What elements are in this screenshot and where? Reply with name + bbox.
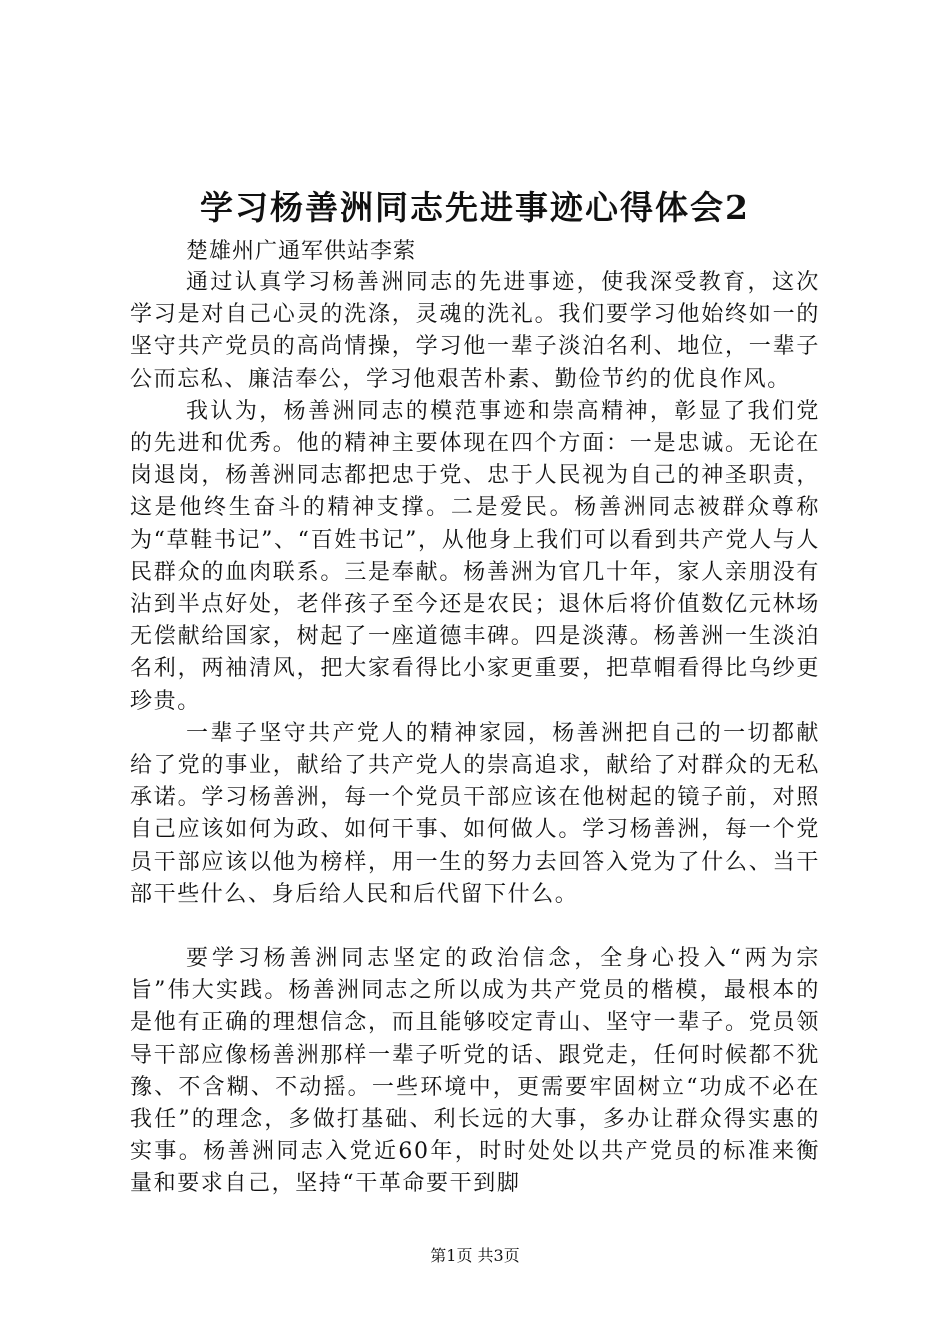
paragraph-3: 一辈子坚守共产党人的精神家园，杨善洲把自己的一切都献给了党的事业，献给了共产党人的崇高追求，献给了对群众的无私承诺。学习杨善洲，每一个党员干部应该在他树起的镜子前，对照自己应该如何为政、如何干事、如何做人。学习杨善洲，每一个党员干部应该以他为榜样，用一生的努力去回答入党为了什么、当干部干些什么、身后给人民和后代留下什么。 <box>130 720 820 907</box>
paragraph-2: 我认为，杨善洲同志的模范事迹和崇高精神，彰显了我们党的先进和优秀。他的精神主要体现在四个方面：一是忠诚。无论在岗退岗，杨善洲同志都把忠于党、忠于人民视为自己的神圣职责，这是他终生奋斗的精神支撑。二是爱民。杨善洲同志被群众尊称为“草鞋书记”、“百姓书记”，从他身上我们可以看到共产党人与人民群众的血肉联系。三是奉献。杨善洲为官几十年，家人亲朋没有沾到半点好处，老伴孩子至今还是农民；退休后将价值数亿元林场无偿献给国家，树起了一座道德丰碑。四是淡薄。杨善洲一生淡泊名利，两袖清风，把大家看得比小家更重要，把草帽看得比乌纱更珍贵。 <box>130 398 820 714</box>
paragraph-1: 通过认真学习杨善洲同志的先进事迹，使我深受教育，这次学习是对自己心灵的洗涤，灵魂的洗礼。我们要学习他始终如一的坚守共产党员的高尚情操，学习他一辈子淡泊名利、地位，一辈子公而忘私、廉洁奉公，学习他艰苦朴素、勤俭节约的优良作风。 <box>130 270 820 392</box>
document-title: 学习杨善洲同志先进事迹心得体会2 <box>200 188 750 227</box>
page-footer: 第1页 共3页 <box>430 1246 520 1265</box>
author-line: 楚雄州广通军供站李萦 <box>186 239 417 264</box>
paragraph-4: 要学习杨善洲同志坚定的政治信念，全身心投入“两为宗旨”伟大实践。杨善洲同志之所以成为共产党员的楷模，最根本的是他有正确的理想信念，而且能够咬定青山、坚守一辈子。党员领导干部应像杨善洲那样一辈子听党的话、跟党走，任何时候都不犹豫、不含糊、不动摇。一些环境中，更需要牢固树立“功成不必在我任”的理念，多做打基础、利长远的大事，多办让群众得实惠的实事。杨善洲同志入党近60年，时时处处以共产党员的标准来衡量和要求自己，坚持“干革命要干到脚 <box>130 946 820 1197</box>
document-body <box>130 236 820 1201</box>
